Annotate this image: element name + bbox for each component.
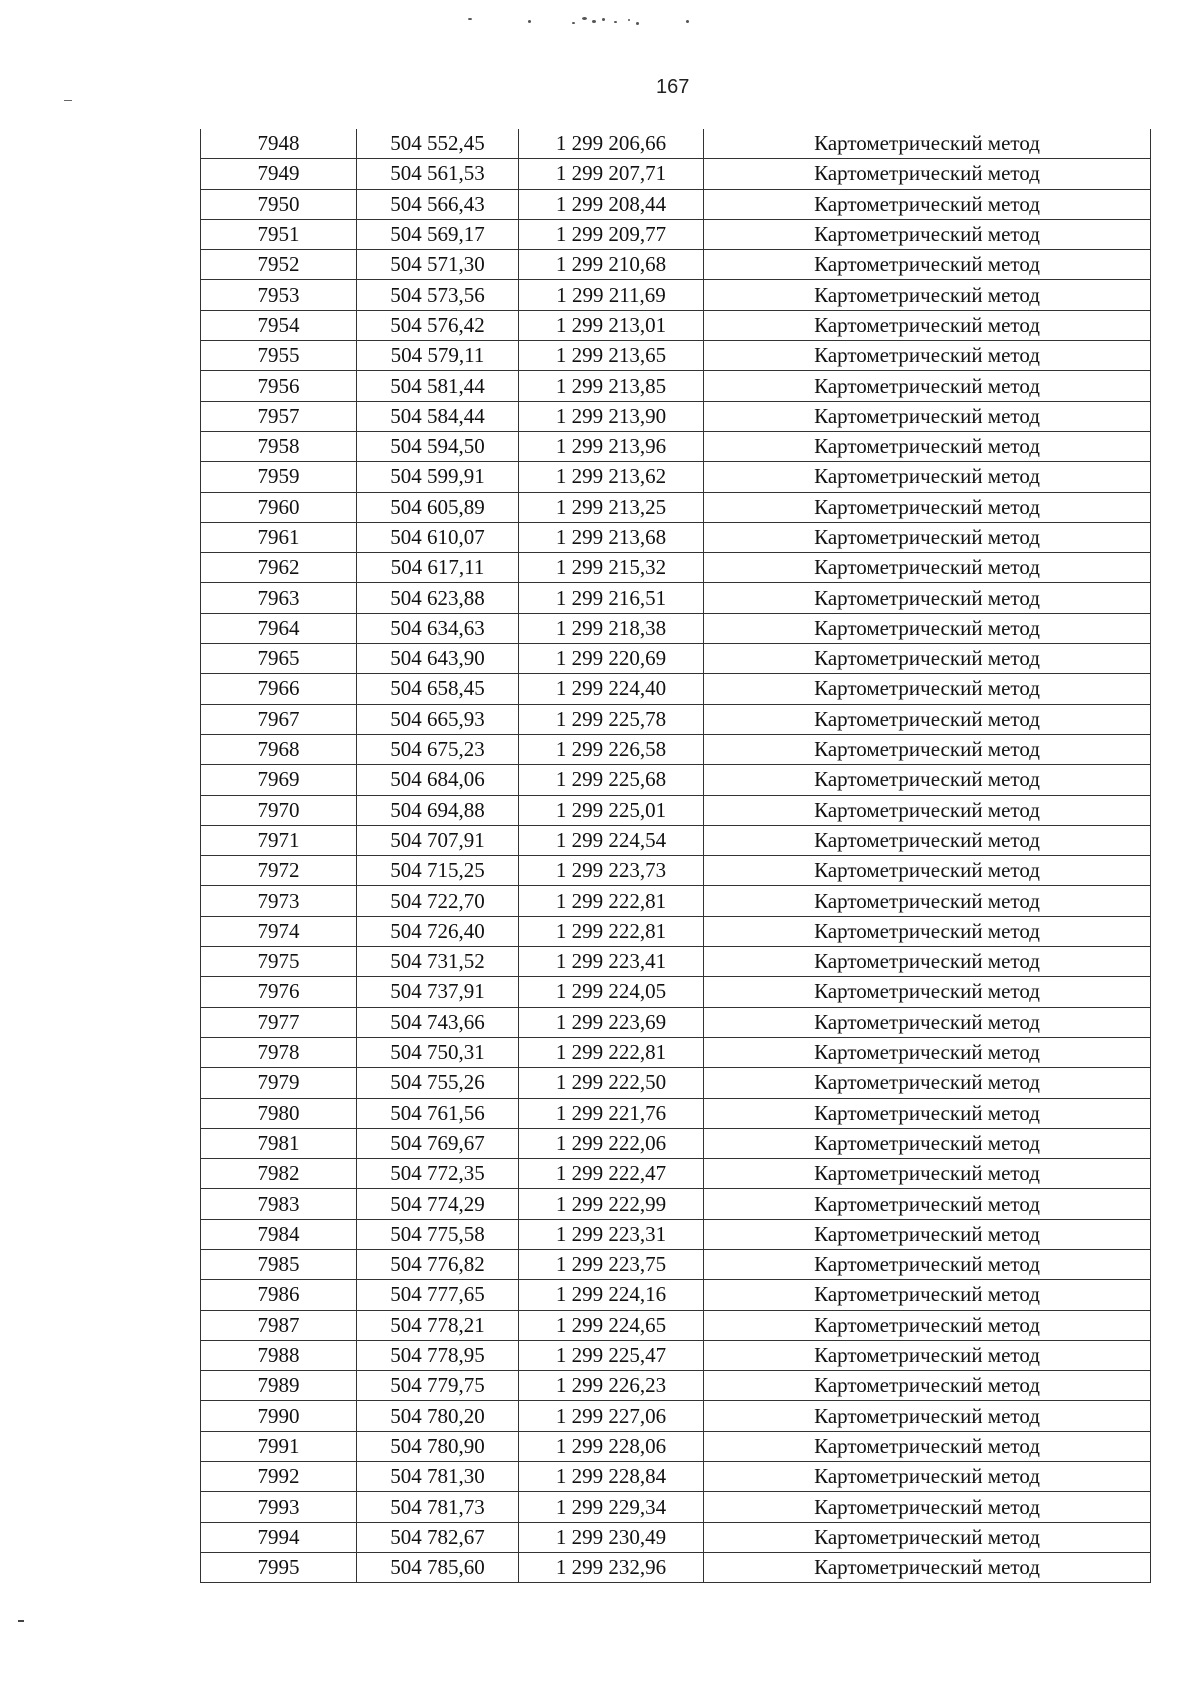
table-row <box>201 1310 1151 1340</box>
table-row <box>201 129 1151 159</box>
table-row <box>201 1431 1151 1461</box>
point-number-cell: 7985 <box>201 1249 357 1279</box>
y-coordinate-cell: 1 299 215,32 <box>519 553 704 583</box>
point-number-cell: 7991 <box>201 1431 357 1461</box>
table-row <box>201 765 1151 795</box>
y-coordinate-cell: 1 299 227,06 <box>519 1401 704 1431</box>
point-number-cell: 7995 <box>201 1552 357 1582</box>
table-row <box>201 1189 1151 1219</box>
method-cell: Картометрический метод <box>704 825 1151 855</box>
y-coordinate-cell: 1 299 220,69 <box>519 644 704 674</box>
x-coordinate-cell: 504 634,63 <box>357 613 519 643</box>
x-coordinate-cell: 504 761,56 <box>357 1098 519 1128</box>
x-coordinate-cell: 504 775,58 <box>357 1219 519 1249</box>
table-row <box>201 856 1151 886</box>
table-row <box>201 1462 1151 1492</box>
point-number-cell: 7954 <box>201 310 357 340</box>
x-coordinate-cell: 504 731,52 <box>357 947 519 977</box>
x-coordinate-cell: 504 584,44 <box>357 401 519 431</box>
y-coordinate-cell: 1 299 213,25 <box>519 492 704 522</box>
point-number-cell: 7964 <box>201 613 357 643</box>
point-number-cell: 7973 <box>201 886 357 916</box>
table-row <box>201 1098 1151 1128</box>
x-coordinate-cell: 504 722,70 <box>357 886 519 916</box>
point-number-cell: 7961 <box>201 522 357 552</box>
table-row <box>201 1037 1151 1067</box>
method-cell: Картометрический метод <box>704 371 1151 401</box>
x-coordinate-cell: 504 569,17 <box>357 219 519 249</box>
table-row <box>201 1401 1151 1431</box>
table-row <box>201 492 1151 522</box>
x-coordinate-cell: 504 552,45 <box>357 129 519 159</box>
table-row <box>201 1219 1151 1249</box>
x-coordinate-cell: 504 579,11 <box>357 341 519 371</box>
table-row <box>201 159 1151 189</box>
y-coordinate-cell: 1 299 228,84 <box>519 1462 704 1492</box>
y-coordinate-cell: 1 299 222,81 <box>519 886 704 916</box>
point-number-cell: 7982 <box>201 1159 357 1189</box>
method-cell: Картометрический метод <box>704 1310 1151 1340</box>
scan-mark <box>18 1620 24 1622</box>
table-row <box>201 310 1151 340</box>
method-cell: Картометрический метод <box>704 1189 1151 1219</box>
x-coordinate-cell: 504 599,91 <box>357 462 519 492</box>
table-row <box>201 371 1151 401</box>
x-coordinate-cell: 504 777,65 <box>357 1280 519 1310</box>
table-row <box>201 189 1151 219</box>
table-row <box>201 1007 1151 1037</box>
y-coordinate-cell: 1 299 207,71 <box>519 159 704 189</box>
point-number-cell: 7971 <box>201 825 357 855</box>
x-coordinate-cell: 504 715,25 <box>357 856 519 886</box>
point-number-cell: 7957 <box>201 401 357 431</box>
y-coordinate-cell: 1 299 222,99 <box>519 1189 704 1219</box>
method-cell: Картометрический метод <box>704 310 1151 340</box>
table-row <box>201 734 1151 764</box>
x-coordinate-cell: 504 774,29 <box>357 1189 519 1219</box>
y-coordinate-cell: 1 299 213,01 <box>519 310 704 340</box>
table-body <box>201 129 1151 1583</box>
x-coordinate-cell: 504 778,21 <box>357 1310 519 1340</box>
method-cell: Картометрический метод <box>704 1462 1151 1492</box>
method-cell: Картометрический метод <box>704 1401 1151 1431</box>
point-number-cell: 7984 <box>201 1219 357 1249</box>
point-number-cell: 7977 <box>201 1007 357 1037</box>
method-cell: Картометрический метод <box>704 1128 1151 1158</box>
method-cell: Картометрический метод <box>704 1371 1151 1401</box>
table-row <box>201 886 1151 916</box>
y-coordinate-cell: 1 299 230,49 <box>519 1522 704 1552</box>
point-number-cell: 7950 <box>201 189 357 219</box>
y-coordinate-cell: 1 299 222,81 <box>519 916 704 946</box>
x-coordinate-cell: 504 684,06 <box>357 765 519 795</box>
y-coordinate-cell: 1 299 232,96 <box>519 1552 704 1582</box>
method-cell: Картометрический метод <box>704 1249 1151 1279</box>
x-coordinate-cell: 504 778,95 <box>357 1340 519 1370</box>
coordinates-table <box>200 129 1151 1583</box>
y-coordinate-cell: 1 299 213,62 <box>519 462 704 492</box>
x-coordinate-cell: 504 780,20 <box>357 1401 519 1431</box>
x-coordinate-cell: 504 782,67 <box>357 1522 519 1552</box>
table-row <box>201 401 1151 431</box>
y-coordinate-cell: 1 299 225,78 <box>519 704 704 734</box>
method-cell: Картометрический метод <box>704 250 1151 280</box>
point-number-cell: 7988 <box>201 1340 357 1370</box>
y-coordinate-cell: 1 299 208,44 <box>519 189 704 219</box>
method-cell: Картометрический метод <box>704 522 1151 552</box>
method-cell: Картометрический метод <box>704 977 1151 1007</box>
point-number-cell: 7986 <box>201 1280 357 1310</box>
x-coordinate-cell: 504 785,60 <box>357 1552 519 1582</box>
x-coordinate-cell: 504 643,90 <box>357 644 519 674</box>
table-row <box>201 522 1151 552</box>
method-cell: Картометрический метод <box>704 644 1151 674</box>
x-coordinate-cell: 504 726,40 <box>357 916 519 946</box>
y-coordinate-cell: 1 299 223,69 <box>519 1007 704 1037</box>
y-coordinate-cell: 1 299 224,05 <box>519 977 704 1007</box>
x-coordinate-cell: 504 675,23 <box>357 734 519 764</box>
table-row <box>201 1249 1151 1279</box>
table-row <box>201 1159 1151 1189</box>
point-number-cell: 7980 <box>201 1098 357 1128</box>
method-cell: Картометрический метод <box>704 765 1151 795</box>
x-coordinate-cell: 504 605,89 <box>357 492 519 522</box>
x-coordinate-cell: 504 779,75 <box>357 1371 519 1401</box>
point-number-cell: 7969 <box>201 765 357 795</box>
point-number-cell: 7987 <box>201 1310 357 1340</box>
method-cell: Картометрический метод <box>704 341 1151 371</box>
point-number-cell: 7978 <box>201 1037 357 1067</box>
table-row <box>201 644 1151 674</box>
y-coordinate-cell: 1 299 206,66 <box>519 129 704 159</box>
x-coordinate-cell: 504 573,56 <box>357 280 519 310</box>
point-number-cell: 7955 <box>201 341 357 371</box>
point-number-cell: 7979 <box>201 1068 357 1098</box>
y-coordinate-cell: 1 299 213,68 <box>519 522 704 552</box>
x-coordinate-cell: 504 594,50 <box>357 431 519 461</box>
x-coordinate-cell: 504 566,43 <box>357 189 519 219</box>
x-coordinate-cell: 504 769,67 <box>357 1128 519 1158</box>
method-cell: Картометрический метод <box>704 129 1151 159</box>
y-coordinate-cell: 1 299 222,06 <box>519 1128 704 1158</box>
y-coordinate-cell: 1 299 224,16 <box>519 1280 704 1310</box>
y-coordinate-cell: 1 299 222,50 <box>519 1068 704 1098</box>
method-cell: Картометрический метод <box>704 1552 1151 1582</box>
method-cell: Картометрический метод <box>704 1098 1151 1128</box>
table-row <box>201 674 1151 704</box>
y-coordinate-cell: 1 299 213,65 <box>519 341 704 371</box>
x-coordinate-cell: 504 610,07 <box>357 522 519 552</box>
point-number-cell: 7948 <box>201 129 357 159</box>
table-row <box>201 1340 1151 1370</box>
method-cell: Картометрический метод <box>704 734 1151 764</box>
x-coordinate-cell: 504 571,30 <box>357 250 519 280</box>
table-row <box>201 947 1151 977</box>
table-row <box>201 1068 1151 1098</box>
table-row <box>201 977 1151 1007</box>
scan-mark <box>64 100 72 101</box>
point-number-cell: 7981 <box>201 1128 357 1158</box>
x-coordinate-cell: 504 737,91 <box>357 977 519 1007</box>
x-coordinate-cell: 504 776,82 <box>357 1249 519 1279</box>
y-coordinate-cell: 1 299 213,85 <box>519 371 704 401</box>
x-coordinate-cell: 504 665,93 <box>357 704 519 734</box>
method-cell: Картометрический метод <box>704 159 1151 189</box>
point-number-cell: 7975 <box>201 947 357 977</box>
table-row <box>201 1280 1151 1310</box>
y-coordinate-cell: 1 299 211,69 <box>519 280 704 310</box>
point-number-cell: 7967 <box>201 704 357 734</box>
point-number-cell: 7976 <box>201 977 357 1007</box>
point-number-cell: 7960 <box>201 492 357 522</box>
point-number-cell: 7953 <box>201 280 357 310</box>
method-cell: Картометрический метод <box>704 1340 1151 1370</box>
method-cell: Картометрический метод <box>704 674 1151 704</box>
point-number-cell: 7972 <box>201 856 357 886</box>
y-coordinate-cell: 1 299 225,01 <box>519 795 704 825</box>
x-coordinate-cell: 504 658,45 <box>357 674 519 704</box>
table-row <box>201 1522 1151 1552</box>
x-coordinate-cell: 504 743,66 <box>357 1007 519 1037</box>
x-coordinate-cell: 504 581,44 <box>357 371 519 401</box>
point-number-cell: 7989 <box>201 1371 357 1401</box>
y-coordinate-cell: 1 299 213,90 <box>519 401 704 431</box>
y-coordinate-cell: 1 299 216,51 <box>519 583 704 613</box>
x-coordinate-cell: 504 617,11 <box>357 553 519 583</box>
table-row <box>201 1552 1151 1582</box>
table-row <box>201 280 1151 310</box>
table-row <box>201 825 1151 855</box>
table-row <box>201 1128 1151 1158</box>
table-row <box>201 704 1151 734</box>
scan-noise <box>460 14 720 44</box>
table-row <box>201 1371 1151 1401</box>
method-cell: Картометрический метод <box>704 947 1151 977</box>
point-number-cell: 7993 <box>201 1492 357 1522</box>
method-cell: Картометрический метод <box>704 189 1151 219</box>
y-coordinate-cell: 1 299 226,23 <box>519 1371 704 1401</box>
point-number-cell: 7963 <box>201 583 357 613</box>
point-number-cell: 7983 <box>201 1189 357 1219</box>
method-cell: Картометрический метод <box>704 1280 1151 1310</box>
y-coordinate-cell: 1 299 225,47 <box>519 1340 704 1370</box>
method-cell: Картометрический метод <box>704 462 1151 492</box>
y-coordinate-cell: 1 299 223,41 <box>519 947 704 977</box>
method-cell: Картометрический метод <box>704 1431 1151 1461</box>
method-cell: Картометрический метод <box>704 856 1151 886</box>
method-cell: Картометрический метод <box>704 613 1151 643</box>
table-row <box>201 462 1151 492</box>
table-row <box>201 613 1151 643</box>
point-number-cell: 7958 <box>201 431 357 461</box>
point-number-cell: 7992 <box>201 1462 357 1492</box>
y-coordinate-cell: 1 299 222,47 <box>519 1159 704 1189</box>
y-coordinate-cell: 1 299 221,76 <box>519 1098 704 1128</box>
method-cell: Картометрический метод <box>704 401 1151 431</box>
x-coordinate-cell: 504 772,35 <box>357 1159 519 1189</box>
x-coordinate-cell: 504 781,73 <box>357 1492 519 1522</box>
y-coordinate-cell: 1 299 223,73 <box>519 856 704 886</box>
y-coordinate-cell: 1 299 223,75 <box>519 1249 704 1279</box>
method-cell: Картометрический метод <box>704 1068 1151 1098</box>
method-cell: Картометрический метод <box>704 1522 1151 1552</box>
y-coordinate-cell: 1 299 225,68 <box>519 765 704 795</box>
method-cell: Картометрический метод <box>704 795 1151 825</box>
point-number-cell: 7990 <box>201 1401 357 1431</box>
method-cell: Картометрический метод <box>704 1159 1151 1189</box>
table-row <box>201 583 1151 613</box>
table-row <box>201 431 1151 461</box>
point-number-cell: 7966 <box>201 674 357 704</box>
point-number-cell: 7968 <box>201 734 357 764</box>
x-coordinate-cell: 504 707,91 <box>357 825 519 855</box>
x-coordinate-cell: 504 780,90 <box>357 1431 519 1461</box>
method-cell: Картометрический метод <box>704 553 1151 583</box>
y-coordinate-cell: 1 299 228,06 <box>519 1431 704 1461</box>
y-coordinate-cell: 1 299 224,65 <box>519 1310 704 1340</box>
method-cell: Картометрический метод <box>704 886 1151 916</box>
y-coordinate-cell: 1 299 213,96 <box>519 431 704 461</box>
point-number-cell: 7994 <box>201 1522 357 1552</box>
method-cell: Картометрический метод <box>704 1007 1151 1037</box>
table-row <box>201 553 1151 583</box>
page-number: 167 <box>656 76 690 98</box>
method-cell: Картометрический метод <box>704 219 1151 249</box>
method-cell: Картометрический метод <box>704 583 1151 613</box>
table-row <box>201 341 1151 371</box>
y-coordinate-cell: 1 299 224,54 <box>519 825 704 855</box>
y-coordinate-cell: 1 299 218,38 <box>519 613 704 643</box>
point-number-cell: 7965 <box>201 644 357 674</box>
point-number-cell: 7949 <box>201 159 357 189</box>
x-coordinate-cell: 504 694,88 <box>357 795 519 825</box>
method-cell: Картометрический метод <box>704 1492 1151 1522</box>
table-row <box>201 916 1151 946</box>
y-coordinate-cell: 1 299 209,77 <box>519 219 704 249</box>
x-coordinate-cell: 504 576,42 <box>357 310 519 340</box>
x-coordinate-cell: 504 623,88 <box>357 583 519 613</box>
point-number-cell: 7962 <box>201 553 357 583</box>
y-coordinate-cell: 1 299 229,34 <box>519 1492 704 1522</box>
point-number-cell: 7952 <box>201 250 357 280</box>
y-coordinate-cell: 1 299 226,58 <box>519 734 704 764</box>
x-coordinate-cell: 504 561,53 <box>357 159 519 189</box>
point-number-cell: 7956 <box>201 371 357 401</box>
y-coordinate-cell: 1 299 224,40 <box>519 674 704 704</box>
method-cell: Картометрический метод <box>704 1219 1151 1249</box>
method-cell: Картометрический метод <box>704 492 1151 522</box>
method-cell: Картометрический метод <box>704 916 1151 946</box>
y-coordinate-cell: 1 299 222,81 <box>519 1037 704 1067</box>
point-number-cell: 7951 <box>201 219 357 249</box>
table-row <box>201 1492 1151 1522</box>
method-cell: Картометрический метод <box>704 280 1151 310</box>
table-row <box>201 219 1151 249</box>
table-row <box>201 250 1151 280</box>
y-coordinate-cell: 1 299 210,68 <box>519 250 704 280</box>
x-coordinate-cell: 504 750,31 <box>357 1037 519 1067</box>
x-coordinate-cell: 504 755,26 <box>357 1068 519 1098</box>
point-number-cell: 7970 <box>201 795 357 825</box>
point-number-cell: 7974 <box>201 916 357 946</box>
method-cell: Картометрический метод <box>704 704 1151 734</box>
table-row <box>201 795 1151 825</box>
point-number-cell: 7959 <box>201 462 357 492</box>
x-coordinate-cell: 504 781,30 <box>357 1462 519 1492</box>
method-cell: Картометрический метод <box>704 431 1151 461</box>
method-cell: Картометрический метод <box>704 1037 1151 1067</box>
y-coordinate-cell: 1 299 223,31 <box>519 1219 704 1249</box>
